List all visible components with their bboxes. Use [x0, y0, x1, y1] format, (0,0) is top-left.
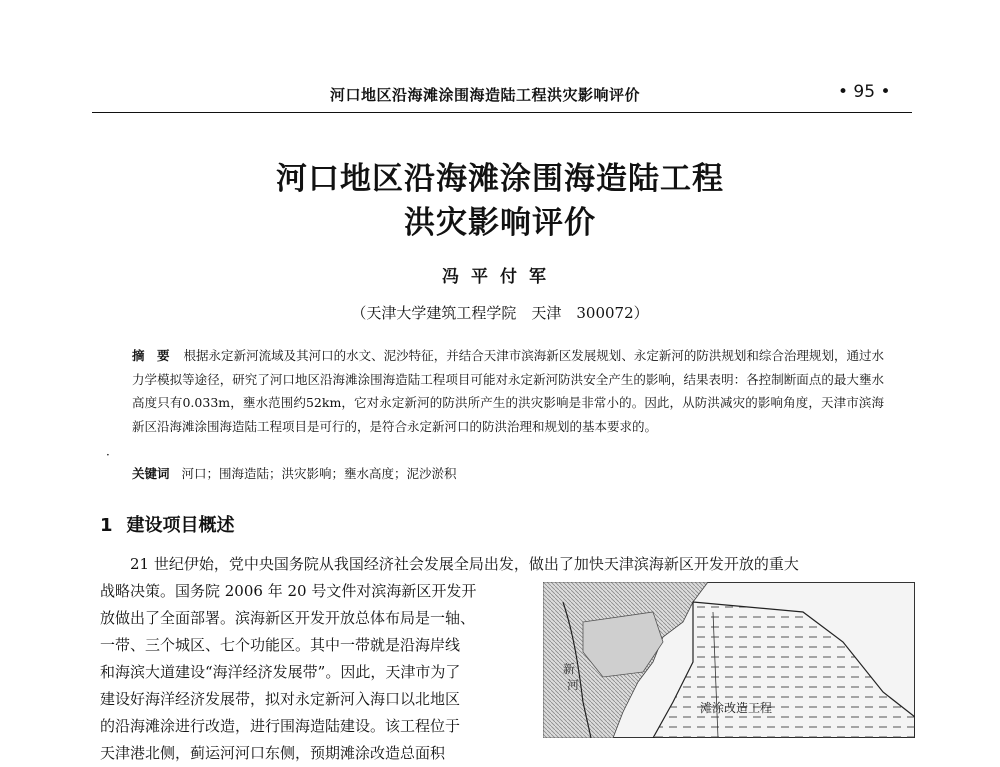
running-head-title: 河口地区沿海滩涂围海造陆工程洪灾影响评价: [330, 86, 641, 104]
body-line: 战略决策。国务院 2006 年 20 号文件对滨海新区开发开: [100, 582, 477, 600]
abstract-text: 根据永定新河流域及其河口的水文、泥沙特征，并结合天津市滨海新区发展规划、永定新河的防洪规划和综合治理规划，通过水力学模拟等途径，研究了河口地区沿海滩涂围海造陆工程项目可能对永定新河防洪安全产生的影响，结果表明：各控制断面点的最大壅水高度只有0.033m，壅水范围约52km，它对永定新河的防洪所产生的洪灾影响是非常小的。因此，从防洪减灾的影响角度，天津市滨海新区沿海滩涂围海造陆工程项目是可行的，是符合永定新河口的防洪治理和规划的基本要求的。: [132, 348, 884, 434]
keywords: [132, 464, 884, 482]
section-heading: [100, 511, 235, 537]
affiliation: （天津大学建筑工程学院 天津 300072）: [351, 304, 649, 322]
section-title: 建设项目概述: [126, 515, 235, 536]
abstract-label: 摘 要: [132, 348, 170, 363]
keywords-label: 关键词: [132, 466, 170, 481]
body-line: 的沿海滩涂进行改造，进行围海造陆建设。该工程位于: [100, 717, 461, 735]
body-line: 放做出了全面部署。滨海新区开发开放总体布局是一轴、: [100, 609, 476, 627]
page-number: • 95 •: [838, 82, 891, 102]
author-names: 冯平付军: [442, 267, 558, 287]
header-rule: [92, 112, 912, 113]
paper-title-line2: 洪灾影响评价: [404, 205, 596, 241]
body-first-line: 21 世纪伊始，党中央国务院从我国经济社会发展全局出发，做出了加快天津滨海新区开发开放的重大: [130, 555, 799, 573]
map-label-he: 河: [567, 678, 580, 692]
body-line: 天津港北侧，蓟运河河口东侧，预期滩涂改造总面积: [100, 744, 446, 762]
body-line: 一带、三个城区、七个功能区。其中一带就是沿海岸线: [100, 636, 461, 654]
body-line: 和海滨大道建设“海洋经济发展带”。因此，天津市为了: [100, 663, 461, 681]
keywords-text: 河口；围海造陆；洪灾影响；壅水高度；泥沙淤积: [181, 466, 457, 481]
map-label-xin: 新: [563, 662, 576, 676]
abstract: [132, 344, 884, 438]
body-line: 建设好海洋经济发展带，拟对永定新河入海口以北地区: [100, 690, 461, 708]
body-column: [100, 578, 530, 767]
margin-mark: ·: [106, 448, 110, 462]
map-area-label: 滩涂改造工程: [700, 701, 773, 715]
section-number: 1: [100, 515, 113, 536]
paper-title-line1: 河口地区沿海滩涂围海造陆工程: [276, 161, 724, 197]
